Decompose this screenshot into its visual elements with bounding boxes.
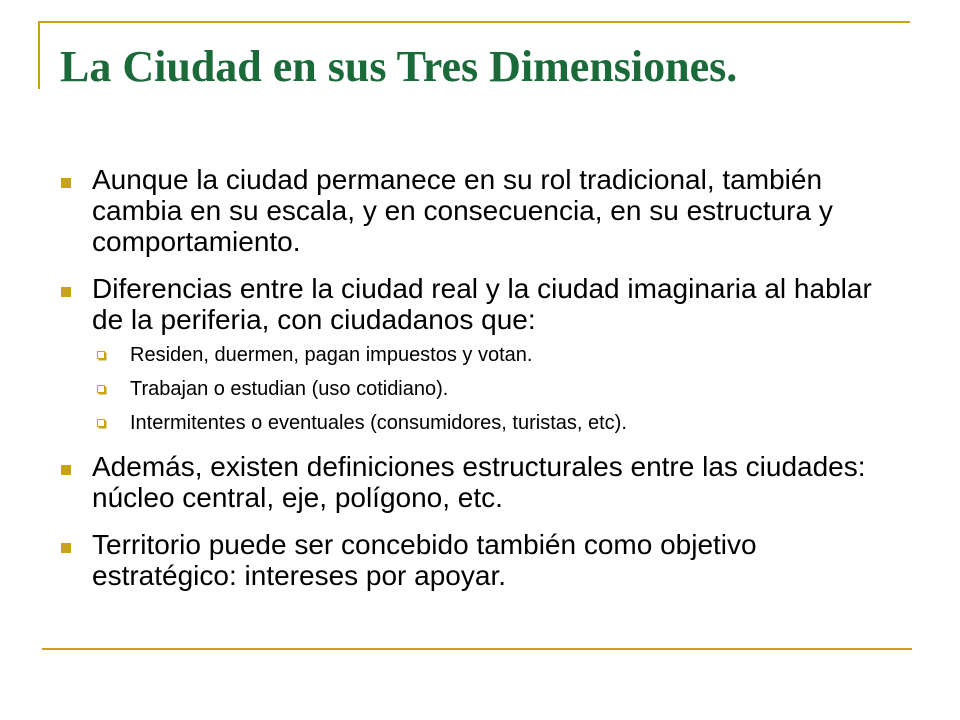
hollow-square-bullet-icon (97, 385, 105, 393)
sub-bullet-text: Trabajan o estudian (uso cotidiano). (130, 378, 449, 400)
list-item (60, 451, 905, 513)
slide-title: La Ciudad en sus Tres Dimensiones. (60, 42, 738, 91)
list-item (60, 529, 905, 591)
square-bullet-icon (61, 178, 71, 188)
sub-list-item (92, 343, 905, 367)
bullet-text: Aunque la ciudad permanece en su rol tradicional, también cambia en su escala, y en consecuencia, en su estructura y comportamiento. (92, 164, 833, 257)
top-rule (38, 21, 910, 23)
bullet-text: Diferencias entre la ciudad real y la ciudad imaginaria al hablar de la periferia, con ciudadanos que: (92, 273, 872, 335)
sub-bullet-text: Intermitentes o eventuales (consumidores, turistas, etc). (130, 412, 627, 434)
left-rule (38, 21, 40, 89)
sub-list-item (92, 411, 905, 435)
sub-bullet-text: Residen, duermen, pagan impuestos y votan. (130, 344, 533, 366)
bullet-list (60, 164, 905, 591)
sub-bullet-list (92, 343, 905, 435)
square-bullet-icon (61, 465, 71, 475)
sub-list-item (92, 377, 905, 401)
slide-body (60, 164, 905, 607)
list-item (60, 273, 905, 435)
square-bullet-icon (61, 287, 71, 297)
list-item (60, 164, 905, 257)
square-bullet-icon (61, 543, 71, 553)
bullet-text: Territorio puede ser concebido también como objetivo estratégico: intereses por apoyar. (92, 529, 757, 591)
bottom-rule (42, 648, 912, 650)
hollow-square-bullet-icon (97, 419, 105, 427)
bullet-text: Además, existen definiciones estructurales entre las ciudades: núcleo central, eje, polígono, etc. (92, 451, 866, 513)
hollow-square-bullet-icon (97, 351, 105, 359)
